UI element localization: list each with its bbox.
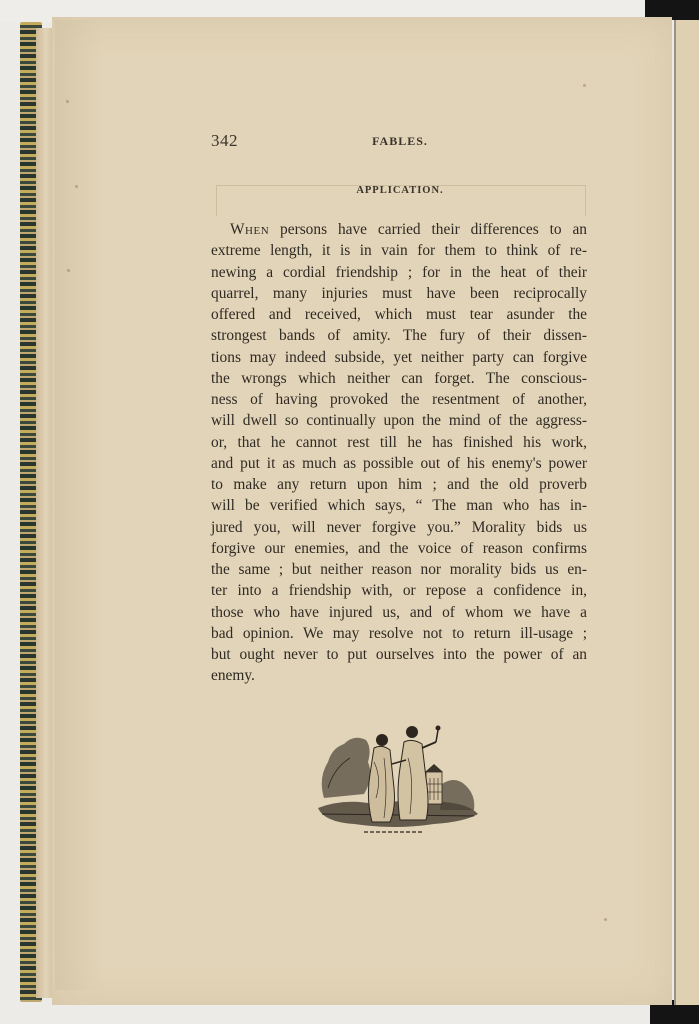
text-line: jured you, will never forgive you.” Morality bids us xyxy=(211,518,587,536)
text-line: quarrel, many injuries must have been reciprocally xyxy=(211,284,587,302)
text-line: extreme length, it is in vain for them to think of re- xyxy=(211,242,587,260)
opening-word: When xyxy=(230,221,270,238)
text-line: the same ; but neither reason nor morality bids us en- xyxy=(211,561,587,578)
foxing-spot xyxy=(75,185,78,188)
text-line: ter into a friendship with, or repose a confidence in, xyxy=(211,582,587,600)
page-gutter-shadow xyxy=(55,20,105,990)
text-line: When persons have carried their differences to an xyxy=(230,221,587,238)
foxing-spot xyxy=(67,269,70,272)
text-line: and put it as much as possible out of his enemy's power xyxy=(211,454,587,472)
foxing-spot xyxy=(604,918,607,921)
running-head xyxy=(211,131,589,151)
text-line: those who have injured us, and of whom we have a xyxy=(211,603,587,621)
text-line: forgive our enemies, and the voice of reason confirms xyxy=(211,539,587,557)
text-line: bad opinion. We may resolve not to return ill-usage ; xyxy=(211,624,587,642)
text-line: or, that he cannot rest till he has finished his work, xyxy=(211,433,587,451)
text-line: strongest bands of amity. The fury of their dissen- xyxy=(211,327,587,345)
body-text xyxy=(211,219,587,687)
section-title: APPLICATION. xyxy=(356,185,444,196)
text-line: offered and received, which must tear asunder the xyxy=(211,306,587,323)
foxing-spot xyxy=(66,100,69,103)
running-title: FABLES. xyxy=(372,134,428,148)
text-line: will be verified which says, “ The man who has in- xyxy=(211,497,587,515)
text-line: but ought never to put ourselves into the power of an xyxy=(211,646,587,663)
text-line: enemy. xyxy=(211,667,255,685)
text-line: to make any return upon him ; and the old proverb xyxy=(211,476,587,493)
page-number: 342 xyxy=(211,131,238,150)
text-line: tions may indeed subside, yet neither party can forgive xyxy=(211,348,587,366)
foxing-spot xyxy=(583,84,586,87)
facing-page-edge xyxy=(674,20,699,1005)
text-line: ness of having provoked the resentment of another, xyxy=(211,391,587,408)
engraving-illustration xyxy=(314,718,480,840)
text-line: newing a cordial friendship ; for in the heat of their xyxy=(211,263,587,281)
text-line: the wrongs which neither can forget. The conscious- xyxy=(211,369,587,387)
text-line: will dwell so continually upon the mind of the aggress- xyxy=(211,412,587,430)
